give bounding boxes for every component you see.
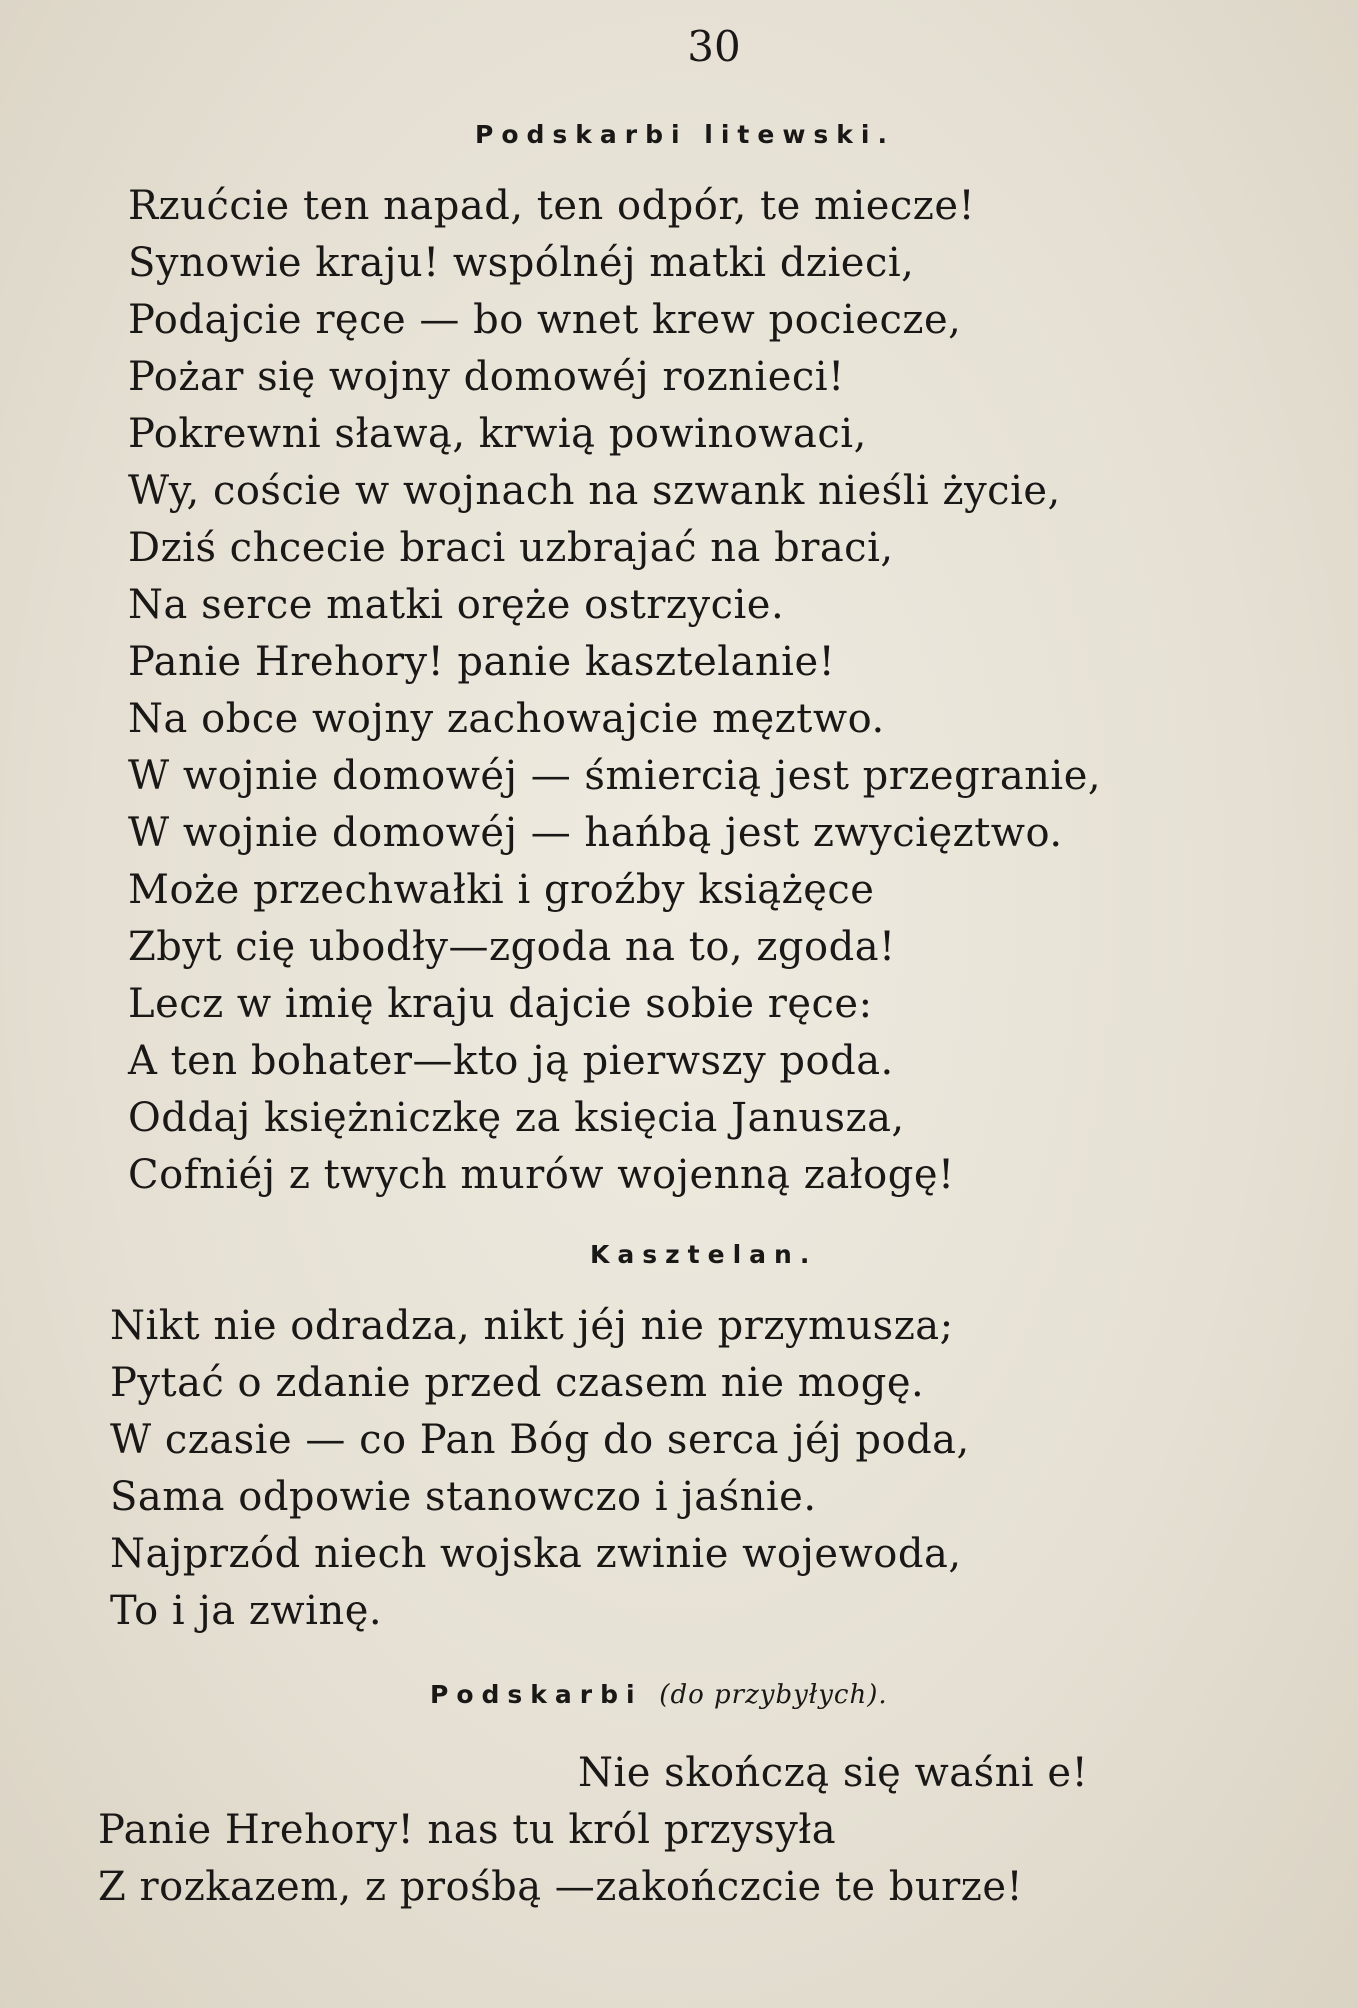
stanza [98,1802,1023,1916]
verse-line: Panie Hrehory! panie kasztelanie! [128,639,836,685]
verse-line: A ten bohater—kto ją pierwszy poda. [128,1038,894,1084]
verse-line: Dziś chcecie braci uzbrajać na braci, [128,525,894,571]
verse-line: Lecz w imię kraju dajcie sobie ręce: [128,981,873,1027]
speaker-heading: Kasztelan. [590,1240,818,1269]
stanza [110,1298,970,1640]
verse-line: Może przechwałki i groźby książęce [128,867,875,913]
verse-line: W wojnie domowéj — śmiercią jest przegranie, [128,753,1102,799]
verse-line: Panie Hrehory! nas tu król przysyła [98,1807,837,1853]
speaker-heading [430,1680,888,1710]
stage-direction: (do przybyłych). [659,1680,888,1710]
verse-line: Synowie kraju! wspólnéj matki dzieci, [128,240,915,286]
page-number: 30 [687,22,741,71]
verse-line: To i ja zwinę. [110,1588,383,1634]
stanza [128,178,1101,1204]
verse-line: Zbyt cię ubodły—zgoda na to, zgoda! [128,924,896,970]
verse-line: Podajcie ręce — bo wnet krew pociecze, [128,297,962,343]
verse-line: Nie skończą się waśni e! [578,1750,1089,1796]
verse-line: Pożar się wojny domowéj roznieci! [128,354,845,400]
verse-line: W czasie — co Pan Bóg do serca jéj poda, [110,1417,970,1463]
verse-line: W wojnie domowéj — hańbą jest zwycięztwo. [128,810,1063,856]
verse-line: Najprzód niech wojska zwinie wojewoda, [110,1531,962,1577]
verse-line: Pokrewni sławą, krwią powinowaci, [128,411,867,457]
verse-line: Na obce wojny zachowajcie męztwo. [128,696,885,742]
verse-line: Pytać o zdanie przed czasem nie mogę. [110,1360,925,1406]
verse-line: Wy, coście w wojnach na szwank nieśli życie, [128,468,1061,514]
speaker-heading: Podskarbi litewski. [475,120,895,149]
verse-line: Z rozkazem, z prośbą —zakończcie te burze! [98,1864,1024,1910]
verse-line: Nikt nie odradza, nikt jéj nie przymusza; [110,1303,954,1349]
speaker-name: Podskarbi [430,1680,643,1709]
verse-line: Cofniéj z twych murów wojenną załogę! [128,1152,955,1198]
verse-line: Sama odpowie stanowczo i jaśnie. [110,1474,817,1520]
verse-line: Rzućcie ten napad, ten odpór, te miecze! [128,183,976,229]
verse-line: Oddaj księżniczkę za księcia Janusza, [128,1095,905,1141]
verse-line: Na serce matki oręże ostrzycie. [128,582,785,628]
